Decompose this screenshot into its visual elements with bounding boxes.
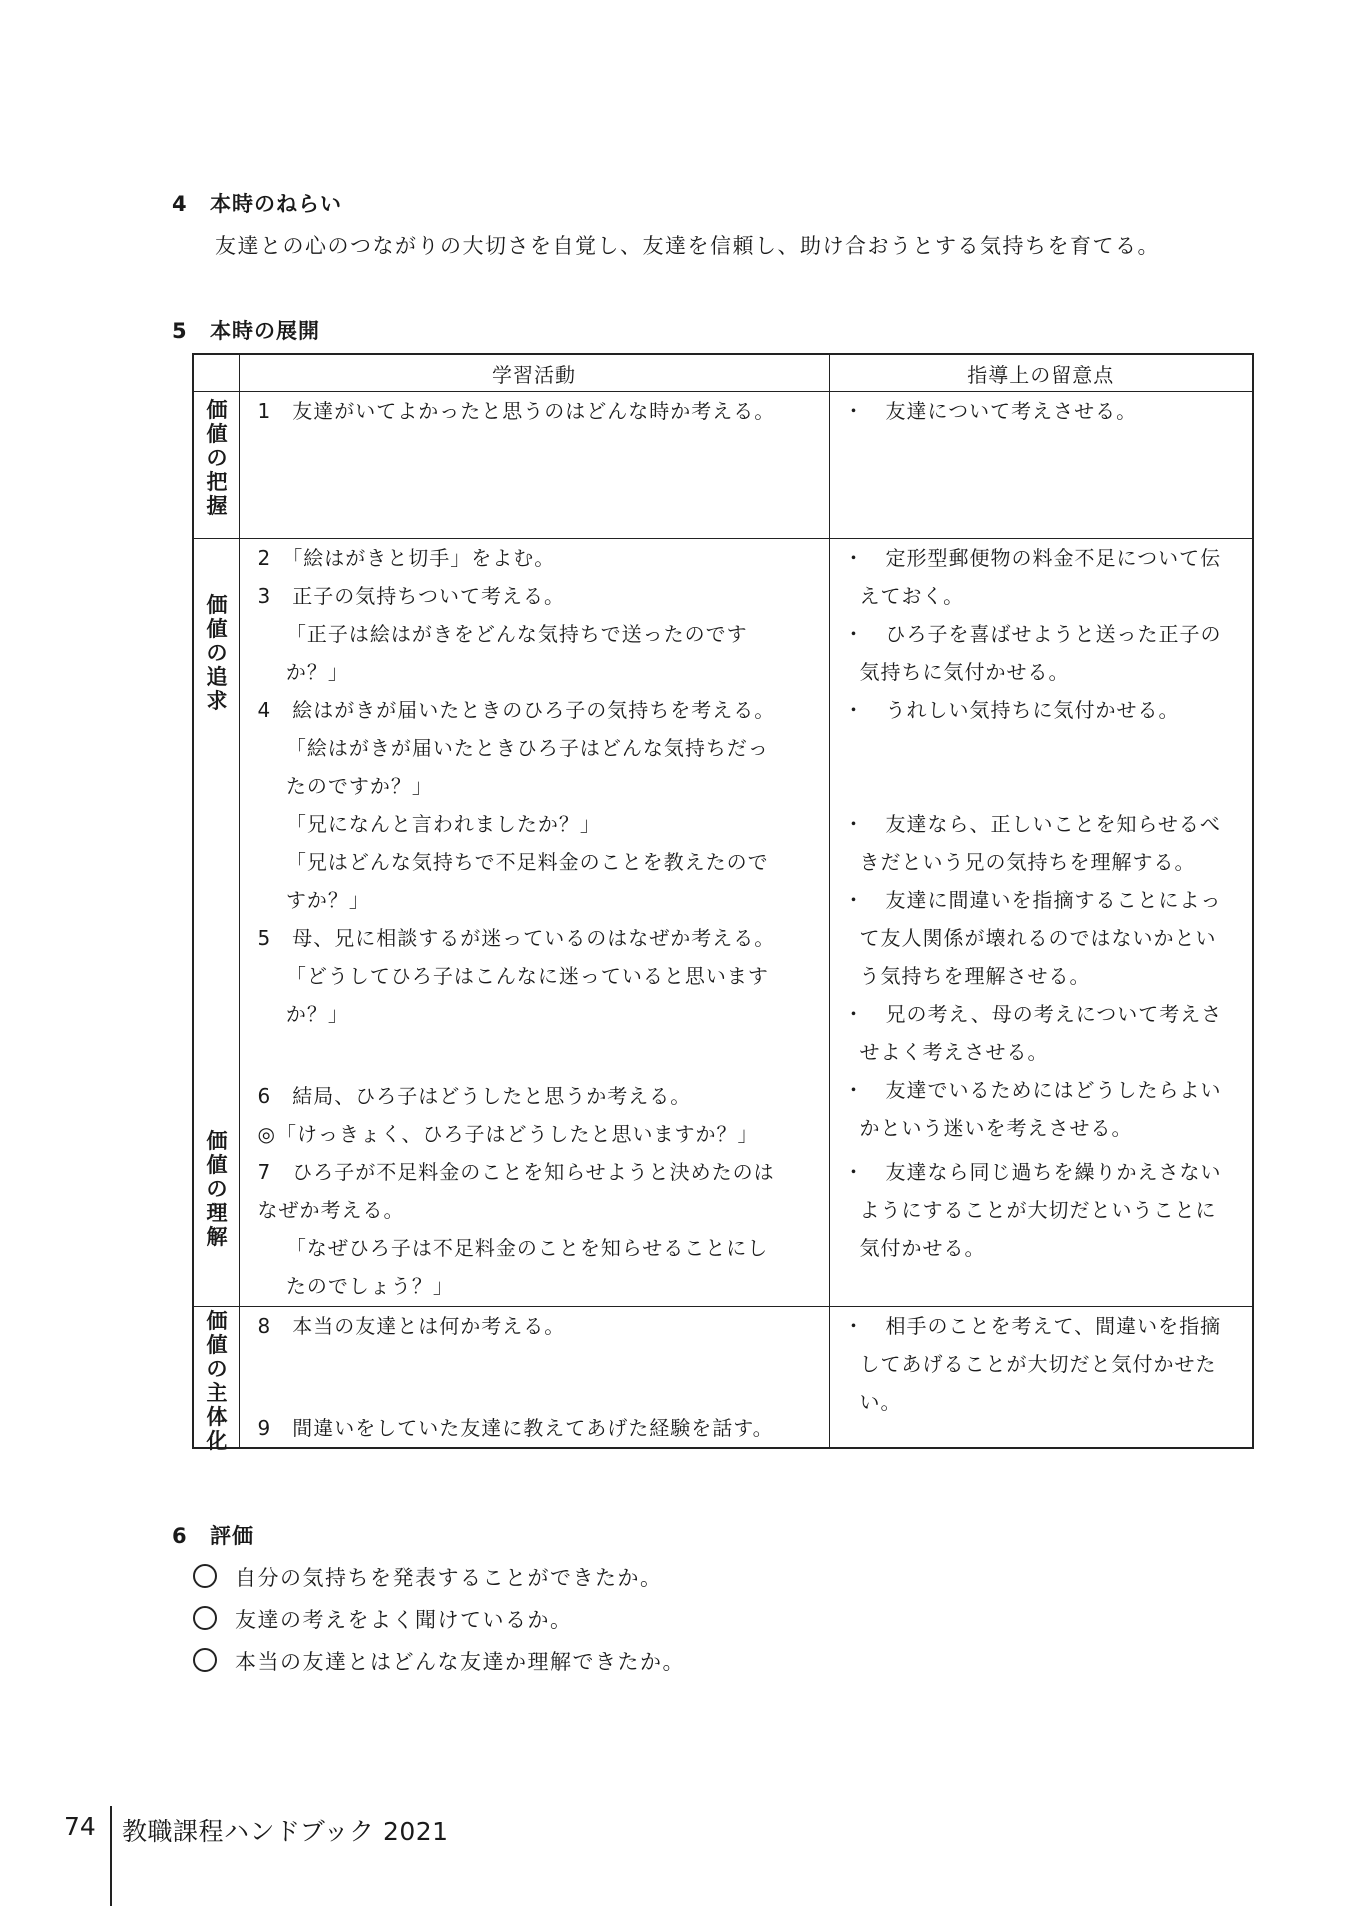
notes-cell [829, 392, 1253, 539]
section-4-body: 友達との心のつながりの大切さを自覚し、友達を信頼し、助け合おうとする気持ちを育てる。 [215, 234, 1160, 258]
section-4-heading [172, 188, 342, 218]
footer-divider [110, 1806, 112, 1906]
note-line: ・ 相手のことを考えて、間違いを指摘 [843, 1314, 1222, 1338]
note-line: ・ 友達に間違いを指摘することによっ [843, 888, 1222, 912]
activity-line: 3 正子の気持ちついて考える。 [257, 584, 566, 608]
activity-line: 4 絵はがきが届いたときのひろ子の気持ちを考える。 [257, 698, 776, 722]
activity-line: 5 母、兄に相談するが迷っているのはなぜか考える。 [257, 926, 776, 950]
activity-line: 7 ひろ子が不足料金のことを知らせようと決めたのは [257, 1160, 775, 1184]
note-line: ・ 友達なら、正しいことを知らせるべ [843, 812, 1221, 836]
stage-cell [193, 392, 239, 539]
activity-line: たのですか？」 [257, 774, 433, 798]
activity-line: なぜか考える。 [257, 1198, 405, 1222]
page-number: 74 [64, 1812, 96, 1841]
section-title: 評価 [210, 1524, 254, 1548]
section-title: 本時のねらい [210, 192, 342, 216]
footer-title: 教職課程ハンドブック 2021 [122, 1817, 449, 1846]
activity-line: 6 結局、ひろ子はどうしたと思うか考える。 [257, 1084, 692, 1108]
evaluation-item [193, 1562, 663, 1592]
notes-cell [829, 1307, 1253, 1449]
note-line: ・ 友達でいるためにはどうしたらよい [843, 1078, 1222, 1102]
note-line: ・ 友達について考えさせる。 [843, 399, 1138, 423]
activity-line: か？」 [257, 660, 349, 684]
activity-line: 「兄になんと言われましたか？」 [257, 812, 601, 836]
note-line: きだという兄の気持ちを理解する。 [859, 850, 1196, 874]
evaluation-text: 友達の考えをよく聞けているか。 [235, 1608, 573, 1632]
evaluation-text: 自分の気持ちを発表することができたか。 [235, 1566, 663, 1590]
evaluation-text: 本当の友達とはどんな友達か理解できたか。 [235, 1650, 685, 1674]
activity-line: か？」 [257, 1002, 349, 1026]
note-line: かという迷いを考えさせる。 [859, 1116, 1133, 1140]
note-line: ・ 定形型郵便物の料金不足について伝 [843, 546, 1222, 570]
table-row [193, 539, 1253, 1307]
note-line: ・ 友達なら同じ過ちを繰りかえさない [843, 1160, 1222, 1184]
activity-line: ◎「けっきょく、ひろ子はどうしたと思いますか？」 [257, 1122, 759, 1146]
stage-label: 価 値 の 把 握 [206, 398, 228, 518]
stage-label: 価 値 の 追 求 [206, 593, 228, 713]
stage-label: 価 値 の 主 体 化 [206, 1309, 228, 1453]
header-notes: 指導上の留意点 [829, 354, 1253, 392]
note-line: えておく。 [859, 584, 965, 608]
stage-cell [193, 539, 239, 1307]
lesson-plan-table [192, 353, 1254, 1453]
section-6-heading [172, 1520, 254, 1550]
activity-line: 「絵はがきが届いたときひろ子はどんな気持ちだっ [257, 736, 769, 760]
table-row [193, 392, 1253, 539]
activity-line: 1 友達がいてよかったと思うのはどんな時か考える。 [257, 399, 776, 423]
note-line: う気持ちを理解させる。 [859, 964, 1091, 988]
activity-line: 「なぜひろ子は不足料金のことを知らせることにし [257, 1236, 769, 1260]
section-number: 5 [172, 319, 188, 343]
note-line: してあげることが大切だと気付かせた [859, 1352, 1217, 1376]
evaluation-item [193, 1604, 573, 1634]
note-line: ・ 兄の考え、母の考えについて考えさ [843, 1002, 1223, 1026]
note-line: ・ ひろ子を喜ばせようと送った正子の [843, 622, 1222, 646]
activity-cell [239, 539, 829, 1307]
activity-cell [239, 392, 829, 539]
section-number: 6 [172, 1524, 188, 1548]
activity-line: 8 本当の友達とは何か考える。 [257, 1314, 566, 1338]
note-line: ・ うれしい気持ちに気付かせる。 [843, 698, 1180, 722]
circle-bullet-icon [193, 1648, 217, 1672]
circle-bullet-icon [193, 1606, 217, 1630]
table-header-row [193, 354, 1253, 392]
activity-line: すか？」 [257, 888, 370, 912]
activity-line: 「どうしてひろ子はこんなに迷っていると思います [257, 964, 769, 988]
activity-line: 9 間違いをしていた友達に教えてあげた経験を話す。 [257, 1416, 774, 1440]
activity-cell [239, 1307, 829, 1449]
section-title: 本時の展開 [210, 319, 320, 343]
notes-cell [829, 539, 1253, 1307]
note-line: 気持ちに気付かせる。 [859, 660, 1070, 684]
note-line: ようにすることが大切だということに [859, 1198, 1217, 1222]
activity-line: 2 「絵はがきと切手」をよむ。 [257, 546, 556, 570]
stage-cell [193, 1307, 239, 1453]
circle-bullet-icon [193, 1564, 217, 1588]
note-line: せよく考えさせる。 [859, 1040, 1049, 1064]
note-line: て友人関係が壊れるのではないかとい [859, 926, 1217, 950]
activity-line: 「正子は絵はがきをどんな気持ちで送ったのです [257, 622, 748, 646]
activity-line: 「兄はどんな気持ちで不足料金のことを教えたので [257, 850, 769, 874]
section-5-heading [172, 315, 320, 345]
evaluation-item [193, 1646, 685, 1676]
section-number: 4 [172, 192, 188, 216]
table-row [193, 1307, 1253, 1449]
activity-line: たのでしょう？」 [257, 1274, 454, 1298]
stage-label: 価 値 の 理 解 [206, 1129, 228, 1249]
note-line: い。 [859, 1390, 902, 1414]
header-activity: 学習活動 [239, 354, 829, 392]
note-line: 気付かせる。 [859, 1236, 986, 1260]
header-stage [193, 354, 239, 392]
